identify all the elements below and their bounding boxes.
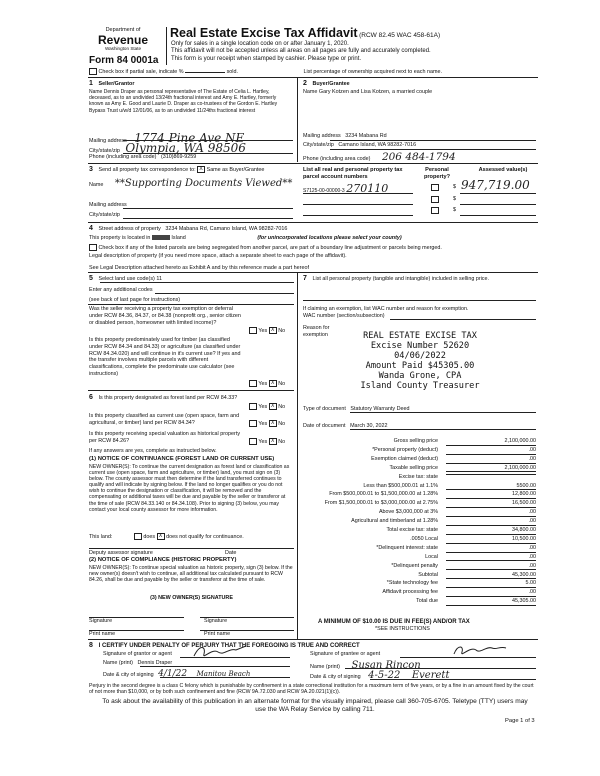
same-as-buyer-checkbox[interactable]: X <box>197 166 205 173</box>
dor-logo <box>88 27 158 52</box>
correspondence-name-label: Name <box>89 182 104 188</box>
rule <box>303 300 536 301</box>
tax-row <box>246 536 536 545</box>
buyer-city-row <box>303 142 416 149</box>
same-as-buyer-label: Same as Buyer/Grantee <box>206 167 265 173</box>
tax-row-value[interactable]: .00 <box>446 509 536 517</box>
note-line: This form is your receipt when stamped by cashier. Please type or print. <box>171 55 362 62</box>
does-not-checkbox[interactable]: X <box>157 533 165 540</box>
stamp-line: 04/06/2022 <box>394 351 446 361</box>
parcel-handwritten: 270110 <box>346 182 389 195</box>
rule <box>88 304 294 305</box>
rule <box>390 319 536 320</box>
notice-continuance-title: (1) NOTICE OF CONTINUANCE (FOREST LAND OR CURRENT USE) <box>89 456 275 462</box>
yes-label: Yes <box>258 380 268 387</box>
forest-answers <box>249 403 285 411</box>
tax-row-value[interactable] <box>446 474 536 475</box>
rule <box>88 163 538 164</box>
legal-value[interactable]: See Legal Description attached hereto as Exhibit A and by this reference made a part hereof <box>89 265 309 271</box>
tax-row <box>246 465 536 474</box>
tax-row-label: From $500,000.01 to $1,500,000.00 at 1.28% <box>329 491 438 498</box>
seller-name-text: Name Dennis Draper as personal representative of The Estate of Celia L. Hartley, deceased, as to an undivided 13/24th fractional interest and Amy E. Hartley, formerly known as Amy E. Good and Laurie D. Draper as co-trustees of the Gordon E. Hartley Bypass Trust u/w/d 12/01/06, as to an undivided 11/24ths fractional interest <box>89 89 278 114</box>
no-label: No <box>278 438 286 445</box>
tax-row-label: Taxable selling price <box>389 464 438 471</box>
tax-row-value[interactable]: 12,800.00 <box>446 491 536 499</box>
grantor-signature-label: Signature of grantor or agent <box>103 651 172 657</box>
tax-row-value[interactable]: .00 <box>446 589 536 597</box>
personal-property-list <box>303 275 533 283</box>
rule <box>88 77 538 78</box>
tax-row-value[interactable]: 16,500.00 <box>446 500 536 508</box>
form-title-block <box>170 26 530 42</box>
tax-row-label: *Personal property (deduct) <box>372 446 438 453</box>
rule <box>88 390 294 391</box>
tax-row <box>246 527 536 536</box>
tax-row-label: Exemption claimed (deduct) <box>371 455 438 462</box>
certify-text: I CERTIFY UNDER PENALTY OF PERJURY THAT THE FOREGOING IS TRUE AND CORRECT <box>98 643 360 649</box>
tax-row-label: Local <box>425 553 438 560</box>
tax-row-label: Agricultural and timberland at 1.28% <box>351 518 438 525</box>
column-divider <box>297 78 298 162</box>
tax-row <box>246 598 536 607</box>
grantee-city-value[interactable]: Everett <box>411 670 450 681</box>
grantor-name-value[interactable]: Dennis Draper <box>137 660 173 666</box>
buyer-heading-label: Buyer/Grantee <box>312 81 350 87</box>
partial-percent-field[interactable] <box>185 72 225 73</box>
tax-row-label: Less than $500,000.01 at 1.1% <box>363 482 438 489</box>
stamp-line: REAL ESTATE EXCISE TAX <box>363 331 477 341</box>
no-checkbox[interactable]: X <box>269 438 277 445</box>
rule <box>460 193 536 194</box>
buyer-name-text: Name Gary Kotzen and Lisa Kotzen, a married couple <box>303 89 433 95</box>
tax-row-value[interactable]: 10,500.00 <box>446 536 536 544</box>
tax-row-label: Total due <box>416 598 438 605</box>
tax-row-label: *Delinquent interest: state <box>376 544 438 551</box>
tax-row-value[interactable]: .00 <box>446 456 536 464</box>
tax-row <box>246 491 536 500</box>
document-date-value[interactable]: March 30, 2022 <box>350 423 388 429</box>
rule <box>140 666 290 667</box>
forest-question-text: Is this property designated as forest land per RCW 84.33? <box>98 395 238 401</box>
section-number: 4 <box>89 225 93 232</box>
tax-row-value[interactable]: .00 <box>446 554 536 562</box>
yes-label: Yes <box>258 403 268 410</box>
tax-row <box>246 554 536 563</box>
rule <box>350 412 536 413</box>
section-number: 2 <box>303 80 307 87</box>
tax-row-label: Subtotal <box>418 571 438 578</box>
section-number: 3 <box>89 166 93 173</box>
logo-main-text: Revenue <box>97 32 149 47</box>
notice-compliance-text: NEW OWNER(S): To continue special valuation as historic property, sign (3) below. If the new owner(s) doesn't wish to continue, all additional tax calculated pursuant to RCW 84.26, shall be due and payable by the seller or transferor at the time of sale. <box>89 565 293 584</box>
correspondence-city-row <box>89 212 120 219</box>
rule <box>345 668 536 669</box>
tax-row-label: *State technology fee <box>386 580 438 587</box>
location-value: Island <box>171 235 186 241</box>
no-label: No <box>278 403 286 410</box>
note-line: This affidavit will not be accepted unless all areas on all pages are fully and accurately completed. <box>171 48 431 55</box>
rule <box>330 140 536 141</box>
tax-row-value[interactable]: 5500.00 <box>446 483 536 491</box>
tax-row-label: Above $3,000,000 at 3% <box>378 509 438 516</box>
no-checkbox[interactable]: X <box>269 380 277 387</box>
seller-heading-label: Seller/Grantor <box>98 81 135 87</box>
section-number: 6 <box>89 394 93 401</box>
tax-row-value[interactable]: 45,300.00 <box>446 572 536 580</box>
any-yes-note: If any answers are yes, complete as instructed below. <box>89 448 217 454</box>
seller-city-value[interactable]: Olympia, WA 98506 <box>125 141 246 155</box>
continuance-row <box>89 533 244 541</box>
tax-row-value[interactable]: 2,100,000.00 <box>446 465 536 473</box>
rule <box>303 215 413 216</box>
tax-row-value[interactable]: 5.00 <box>446 580 536 588</box>
yes-label: Yes <box>258 438 268 445</box>
correspondence-mailing-row <box>89 202 127 209</box>
does-not-label: does not qualify for continuance. <box>166 533 244 540</box>
new-owner-signature-title: (3) NEW OWNER(S) SIGNATURE <box>150 595 233 601</box>
perjury-note: Perjury in the second degree is a class C felony which is punishable by confinement in a state correctional institution for a maximum term of five years, or by a fine in an amount fixed by the court of not more than $10,000, or by both such confinement and fine (RCW 9A.72.030 and RCW 9A.20.021(1)(c)). <box>89 683 534 696</box>
document-type-value[interactable]: Statutory Warranty Deed <box>350 406 410 412</box>
forest-question <box>89 394 244 402</box>
rule <box>460 215 536 216</box>
section-number: 5 <box>89 275 93 282</box>
no-label: No <box>278 420 286 427</box>
stamp-line: Amount Paid $45305.00 <box>365 361 475 371</box>
tax-row-label: From $1,500,000.01 to $3,000,000.00 at 2.75% <box>324 500 438 507</box>
rule <box>88 272 538 273</box>
tax-row <box>246 483 536 492</box>
yes-checkbox[interactable] <box>249 380 257 387</box>
buyer-mailing-row <box>303 133 387 140</box>
tax-row-value[interactable]: .00 <box>446 545 536 553</box>
correspondence-row <box>89 166 264 174</box>
exemption-reason-label: Reason for exemption <box>303 325 330 338</box>
yes-checkbox[interactable] <box>249 403 257 410</box>
land-use-label: Select land use code(s) <box>98 276 155 282</box>
correspondence-name-row <box>89 178 294 191</box>
rule <box>303 193 413 194</box>
street-address-row <box>89 225 287 233</box>
tax-row-value[interactable]: 2,100,000.00 <box>446 438 536 446</box>
current-use-question: Is this property classified as current use (open space, farm and agricultural, or timber) land per RCW 84.34? <box>89 413 240 426</box>
grantee-name-label: Name (print) <box>310 664 340 670</box>
stamp-line: Island County Treasurer <box>360 381 480 391</box>
partial-sale-row <box>89 68 539 76</box>
seller-mailing-value[interactable]: 1774 Pine Ave NE <box>134 131 245 145</box>
tax-row <box>246 563 536 572</box>
grantor-date-label: Date & city of signing <box>103 672 154 678</box>
logo-sub-text: Washington State <box>104 45 142 51</box>
buyer-heading <box>303 80 350 88</box>
notice-compliance-title: (2) NOTICE OF COMPLIANCE (HISTORIC PROPERTY) <box>89 557 237 563</box>
grantor-date-value[interactable]: 4/1/22 <box>158 669 188 679</box>
partial-sale-label: Check box if partial sale, indicate % <box>98 68 184 75</box>
no-checkbox[interactable]: X <box>269 403 277 410</box>
form-number: Form 84 0001a <box>89 55 159 66</box>
grantee-date-value[interactable]: 4-5-22 <box>368 670 401 681</box>
this-land-label: This land: <box>89 533 113 540</box>
section-number: 8 <box>89 642 93 649</box>
stamp-line: Excise Number 52620 <box>370 341 470 351</box>
tax-row-value[interactable]: 34,800.00 <box>446 527 536 535</box>
segregated-row <box>89 244 544 252</box>
grantor-date-row <box>103 669 250 680</box>
grantor-city-value[interactable]: Manitou Beach <box>196 670 251 678</box>
buyer-city-label: City/state/zip <box>303 142 334 148</box>
tax-row <box>246 474 536 483</box>
rule <box>330 149 536 150</box>
buyer-phone-label: Phone (including area code) <box>303 156 371 162</box>
exemption-claim-label: If claiming an exemption, list WAC number and reason for exemption. <box>303 306 469 312</box>
dollar-sign: $ <box>453 207 456 213</box>
tax-row <box>246 438 536 447</box>
dollar-sign: $ <box>453 196 456 202</box>
tax-row <box>246 518 536 527</box>
rule <box>180 657 290 658</box>
correspondence-label: Send all property tax correspondence to: <box>98 167 196 173</box>
does-label: does <box>143 533 156 540</box>
yes-checkbox[interactable] <box>249 327 257 334</box>
tax-row-label: Total excise tax: state <box>386 527 438 533</box>
timber-answers <box>249 380 285 388</box>
land-use-value[interactable]: 11 <box>156 276 162 282</box>
street-address-label: Street address of property <box>98 226 161 232</box>
no-checkbox[interactable]: X <box>269 327 277 334</box>
segregated-checkbox[interactable] <box>89 244 97 251</box>
rule <box>100 282 294 283</box>
personal-property-heading: Personal property? <box>423 167 451 180</box>
document-date-label: Date of document <box>303 423 346 429</box>
street-address-value[interactable]: 3234 Mabana Rd, Camano Island, WA 98282-7016 <box>165 226 288 232</box>
legal-label: Legal description of property (if you need more space, attach a separate sheet to each page of the affidavit). <box>89 253 347 259</box>
tax-row-value[interactable]: 45,305.00 <box>446 598 536 606</box>
signature-label: Signature <box>204 618 228 624</box>
assessed-value[interactable]: 947,719.00 <box>461 178 530 192</box>
treasurer-stamp <box>330 331 510 391</box>
rule <box>123 208 293 209</box>
section-number: 7 <box>303 275 307 282</box>
rule <box>88 222 538 223</box>
stamp-line: Wanda Grone, CPA <box>378 371 462 381</box>
rule <box>123 218 293 219</box>
grantee-signature-label: Signature of grantee or agent <box>310 651 381 657</box>
tax-row-label: Excise tax: state <box>398 473 438 480</box>
personal-property-checkbox[interactable] <box>431 184 439 191</box>
wac-number-label: WAC number (section/subsection) <box>303 313 385 319</box>
tax-row <box>246 580 536 589</box>
yes-label: Yes <box>258 327 268 334</box>
grantee-date-label: Date & city of signing <box>310 674 361 680</box>
grantee-date-row <box>310 670 449 683</box>
partial-sold-label: sold. <box>226 68 238 75</box>
buyer-mailing-value[interactable]: 3234 Mabana Rd <box>345 133 387 139</box>
buyer-phone-value[interactable]: 206 484-1794 <box>381 151 456 163</box>
rule <box>155 293 294 294</box>
rule <box>303 204 413 205</box>
see-back-note: (see back of last page for instructions) <box>89 297 181 303</box>
document-type-label: Type of document <box>303 406 346 412</box>
personal-property-checkbox[interactable] <box>431 196 439 203</box>
tax-row-value[interactable]: .00 <box>446 447 536 455</box>
rule <box>460 204 536 205</box>
buyer-mailing-label: Mailing address <box>303 133 341 139</box>
form-title-ref: (RCW 82.45 WAC 458-61A) <box>359 32 441 39</box>
does-checkbox[interactable] <box>134 533 142 540</box>
deputy-date-label: Date <box>225 550 237 556</box>
county-select[interactable] <box>152 235 170 240</box>
tax-row <box>246 545 536 554</box>
no-checkbox[interactable]: X <box>269 420 277 427</box>
segregated-label: Check box if any of the listed parcels are being segregated from another parcel, are part of a boundary line adjustment or parcels being merged. <box>98 244 442 251</box>
tax-row <box>246 447 536 456</box>
rule <box>88 639 538 640</box>
tax-row-label: *Delinquent penalty <box>391 562 438 569</box>
dollar-sign: $ <box>453 184 456 190</box>
seller-mailing-label: Mailing address <box>89 138 127 144</box>
tax-calculation-table <box>246 438 536 608</box>
tax-row-label: Gross selling price <box>393 438 438 444</box>
logo-top-text: Department of <box>105 27 141 33</box>
correspondence-city-label: City/state/zip <box>89 212 120 218</box>
tax-row-label: .0050 Local <box>410 535 438 542</box>
seller-heading <box>89 80 134 88</box>
assessed-value-heading: Assessed value(s) <box>478 167 528 173</box>
form-title: Real Estate Excise Tax Affidavit <box>170 26 358 40</box>
personal-property-checkbox[interactable] <box>431 207 439 214</box>
grantee-name-value[interactable]: Susan Rincon <box>351 660 421 671</box>
exemption-question: Was the seller receiving a property tax exemption or deferral under RCW 84.36, 84.37, or 84.38 (nonprofit org., senior citizen or disabled person, homeowner with limited income)? <box>89 306 241 326</box>
buyer-city-value[interactable]: Camano Island, WA 98282-7016 <box>338 142 417 148</box>
parcel-number[interactable]: S7125-00-00000-3 <box>303 188 345 194</box>
page-number: Page 1 of 3 <box>505 718 535 724</box>
timber-question: Is this property predominately used for timber (as classified under RCW 84.34 and 84.33) or agriculture (as classified under RCW 84.34.020) and will continue in it's current use? If yes and the transfer involves multiple parcels with different classifications, complete the predominate use calculator (see instructions) <box>89 337 241 377</box>
yes-checkbox[interactable] <box>249 420 257 427</box>
notice-continuance-text: NEW OWNER(S): To continue the current designation as forest land or classification as current use (open space, farm and agriculture, or timber) land, you must sign on (3) below. The county assessor must then determine if the land transferred continues to qualify and will indicate by signing below. If the land no longer qualifies or you do not wish to continue the designation or classification, it will be removed and the compensating or additional taxes will be due and payable by the seller or transferor at the time of sale (RCW 84.33.140 or 84.34.108). Prior to signing (3) below, you may contact your local county assessor for more information. <box>89 464 290 513</box>
correspondence-name-value[interactable]: **Supporting Documents Viewed** <box>114 178 293 189</box>
no-label: No <box>278 380 286 387</box>
grantor-name-label: Name (print) <box>103 660 133 666</box>
location-row <box>89 235 539 242</box>
grantee-signature-row <box>310 651 380 658</box>
seller-phone-value[interactable]: (310)869-9259 <box>160 154 197 160</box>
tax-row-label: Affidavit processing fee <box>382 589 438 596</box>
signature-label: Signature <box>89 618 113 624</box>
tax-row-value[interactable]: .00 <box>446 518 536 526</box>
minimum-due-note: A MINIMUM OF $10.00 IS DUE IN FEE(S) AND/OR TAX <box>318 619 470 625</box>
print-name-label: Print name <box>89 631 116 637</box>
tax-row <box>246 589 536 598</box>
header-divider <box>166 27 167 65</box>
ownership-note: List percentage of ownership acquired next to each name. <box>303 68 442 75</box>
note-line: Only for sales in a single location code on or after January 1, 2020. <box>171 41 349 47</box>
seller-phone-row <box>89 154 294 161</box>
tax-row <box>246 509 536 518</box>
yes-label: Yes <box>258 420 268 427</box>
historic-question: Is this property receiving special valuation as historical property per RCW 84.26? <box>89 431 241 444</box>
seller-phone-label: Phone (including area code) <box>89 154 157 160</box>
deputy-signature-label: Deputy assessor signature <box>89 550 153 556</box>
seller-city-label: City/state/zip <box>89 148 120 154</box>
location-note: (for unincorporated locations please select your county) <box>257 235 402 241</box>
parcels-heading: List all real and personal property tax parcel account numbers <box>303 167 403 180</box>
location-label: This property is located in <box>89 235 151 241</box>
correspondence-mailing-label: Mailing address <box>89 202 127 208</box>
tax-row <box>246 500 536 509</box>
tax-row-value[interactable]: .00 <box>446 563 536 571</box>
additional-codes-label: Enter any additional codes <box>89 287 153 293</box>
partial-sale-checkbox[interactable] <box>89 68 97 75</box>
form-notes <box>171 41 511 63</box>
rule <box>400 657 536 658</box>
rule <box>160 677 290 678</box>
rule <box>350 429 536 430</box>
tax-row <box>246 572 536 581</box>
tax-row <box>246 456 536 465</box>
personal-property-list-label: List all personal property (tangible and intangible) included in selling price. <box>312 276 489 282</box>
rule <box>370 679 536 680</box>
exemption-answers <box>249 327 285 335</box>
current-use-answers <box>249 420 285 428</box>
see-instructions-note: *SEE INSTRUCTIONS <box>375 626 430 632</box>
accessibility-note: To ask about the availability of this publication in an alternate format for the visually impaired, please call 360-705-6705. Teletype (TTY) users may use the WA Relay Service by calling 711. <box>102 698 528 714</box>
print-name-label: Print name <box>204 631 231 637</box>
grantor-signature[interactable] <box>190 642 250 662</box>
grantor-signature-row <box>103 651 172 658</box>
no-label: No <box>278 327 286 334</box>
section-number: 1 <box>89 80 93 87</box>
